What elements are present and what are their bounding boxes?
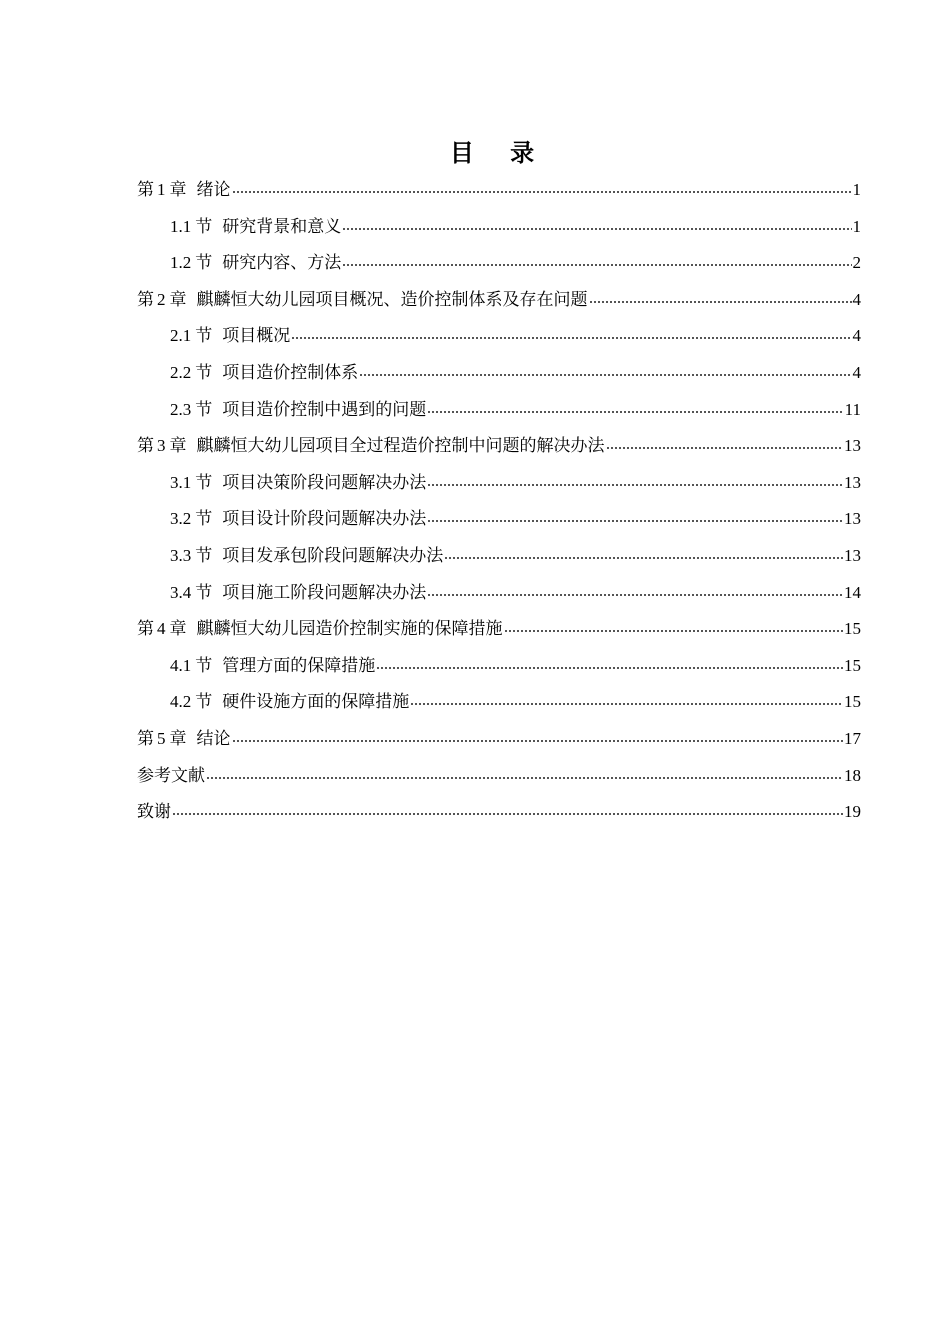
- section-number: 3.2: [170, 509, 192, 529]
- page-number: 15: [844, 692, 861, 712]
- section-number: 2.2: [170, 362, 192, 382]
- page-number: 18: [844, 765, 861, 785]
- page-number: 4: [852, 326, 861, 346]
- dot-leader: [410, 689, 843, 709]
- toc-entry: [137, 172, 231, 208]
- toc-entry: [170, 318, 290, 354]
- section-title: 项目造价控制体系: [222, 362, 359, 383]
- section-unit: 节: [195, 216, 213, 237]
- toc-entry: [137, 721, 231, 757]
- section-number: 2.3: [170, 399, 192, 419]
- toc-section-1-2[interactable]: [137, 245, 861, 282]
- dot-leader: [232, 726, 844, 746]
- toc-acknowledgements[interactable]: [137, 794, 861, 831]
- dot-leader: [444, 543, 843, 563]
- chapter-prefix: 第: [137, 728, 154, 749]
- dot-leader: [427, 470, 843, 490]
- section-number: 3.3: [170, 545, 192, 565]
- toc-entry: [137, 611, 503, 647]
- toc-section-3-3[interactable]: [137, 538, 861, 575]
- section-title: 硬件设施方面的保障措施: [222, 692, 410, 713]
- dot-leader: [606, 433, 844, 453]
- toc-title: 目 录: [449, 139, 549, 167]
- section-unit: 节: [195, 692, 213, 713]
- page-number: 17: [844, 728, 861, 748]
- toc-section-2-3[interactable]: [137, 392, 861, 429]
- toc-section-2-1[interactable]: [137, 318, 861, 355]
- dot-leader: [504, 616, 844, 636]
- chapter-prefix: 第: [137, 180, 154, 200]
- toc-entry: [170, 501, 426, 537]
- page-number: 13: [844, 472, 861, 492]
- dot-leader: [427, 397, 843, 417]
- dot-leader: [589, 287, 852, 307]
- section-unit: 节: [195, 582, 213, 603]
- chapter-unit: 章: [169, 289, 187, 310]
- page-number: 15: [844, 655, 861, 675]
- toc-section-4-1[interactable]: [137, 648, 861, 685]
- references-title: 参考文献: [137, 765, 205, 786]
- section-title: 项目发承包阶段问题解决办法: [222, 545, 444, 566]
- toc-entry: [137, 282, 588, 318]
- section-unit: 节: [195, 509, 213, 530]
- chapter-prefix: 第: [137, 436, 154, 457]
- page-number: 11: [844, 399, 861, 419]
- section-title: 管理方面的保障措施: [222, 655, 376, 676]
- chapter-number: 3: [157, 436, 166, 456]
- section-unit: 节: [195, 362, 213, 383]
- toc-section-4-2[interactable]: [137, 684, 861, 721]
- chapter-number: 1: [157, 180, 166, 199]
- section-title: 项目施工阶段问题解决办法: [222, 582, 427, 603]
- chapter-number: 2: [157, 289, 166, 309]
- section-number: 2.1: [170, 326, 192, 346]
- chapter-unit: 章: [169, 619, 187, 640]
- section-unit: 节: [195, 253, 213, 274]
- section-number: 3.4: [170, 582, 192, 602]
- toc-entry: [170, 684, 409, 720]
- toc-entry: [137, 428, 605, 464]
- section-unit: 节: [195, 399, 213, 420]
- toc-entry: [170, 465, 426, 501]
- page-number: 2: [852, 253, 861, 273]
- toc-entry: [170, 209, 341, 245]
- toc-entry: [170, 355, 358, 391]
- toc-chapter-4[interactable]: [137, 611, 861, 648]
- toc-section-3-2[interactable]: [137, 501, 861, 538]
- page-number: 13: [844, 509, 861, 529]
- page-number: 14: [844, 582, 861, 602]
- section-title: 项目设计阶段问题解决办法: [222, 509, 427, 530]
- section-number: 4.2: [170, 692, 192, 712]
- section-title: 项目造价控制中遇到的问题: [222, 399, 427, 420]
- page-number: 4: [852, 289, 861, 309]
- acknowledgements-title: 致谢: [137, 802, 171, 823]
- dot-leader: [232, 177, 852, 197]
- section-number: 3.1: [170, 472, 192, 492]
- section-number: 1.2: [170, 253, 192, 273]
- chapter-title: 麒麟恒大幼儿园造价控制实施的保障措施: [196, 619, 503, 640]
- dot-leader: [291, 323, 851, 343]
- chapter-number: 5: [157, 728, 166, 748]
- chapter-title: 麒麟恒大幼儿园项目全过程造价控制中问题的解决办法: [196, 436, 605, 457]
- dot-leader: [342, 214, 851, 234]
- chapter-number: 4: [157, 619, 166, 639]
- chapter-prefix: 第: [137, 289, 154, 310]
- dot-leader: [172, 799, 843, 819]
- section-unit: 节: [195, 326, 213, 347]
- toc-section-1-1[interactable]: [137, 209, 861, 246]
- toc-references[interactable]: [137, 758, 861, 795]
- section-unit: 节: [195, 655, 213, 676]
- toc-chapter-1[interactable]: [137, 172, 861, 209]
- toc-chapter-2[interactable]: [137, 282, 861, 319]
- toc-section-3-4[interactable]: [137, 575, 861, 612]
- page-number: 1: [852, 180, 861, 199]
- dot-leader: [342, 250, 851, 270]
- toc-entry: [170, 538, 443, 574]
- toc-section-2-2[interactable]: [137, 355, 861, 392]
- section-title: 项目概况: [222, 326, 291, 347]
- page-number: 1: [852, 216, 861, 236]
- dot-leader: [206, 763, 843, 783]
- toc-entry: [170, 392, 426, 428]
- page-number: 13: [844, 436, 861, 456]
- section-unit: 节: [195, 545, 213, 566]
- section-title: 研究背景和意义: [222, 216, 342, 237]
- dot-leader: [427, 580, 843, 600]
- page-number: 13: [844, 545, 861, 565]
- dot-leader: [376, 653, 843, 673]
- table-of-contents: [137, 172, 861, 831]
- page-number: 19: [844, 802, 861, 822]
- toc-entry: [170, 245, 341, 281]
- chapter-title: 绪论: [196, 180, 231, 200]
- dot-leader: [427, 506, 843, 526]
- chapter-prefix: 第: [137, 619, 154, 640]
- section-number: 1.1: [170, 216, 192, 236]
- chapter-unit: 章: [169, 180, 187, 200]
- page-number: 4: [852, 362, 861, 382]
- chapter-unit: 章: [169, 436, 187, 457]
- toc-entry: [170, 648, 375, 684]
- section-title: 项目决策阶段问题解决办法: [222, 472, 427, 493]
- toc-entry: [170, 575, 426, 611]
- toc-chapter-5[interactable]: [137, 721, 861, 758]
- page-number: 15: [844, 619, 861, 639]
- toc-section-3-1[interactable]: [137, 465, 861, 502]
- chapter-unit: 章: [169, 728, 187, 749]
- section-unit: 节: [195, 472, 213, 493]
- dot-leader: [359, 360, 851, 380]
- chapter-title: 结论: [196, 728, 231, 749]
- section-number: 4.1: [170, 655, 192, 675]
- chapter-title: 麒麟恒大幼儿园项目概况、造价控制体系及存在问题: [196, 289, 588, 310]
- toc-chapter-3[interactable]: [137, 428, 861, 465]
- section-title: 研究内容、方法: [222, 253, 342, 274]
